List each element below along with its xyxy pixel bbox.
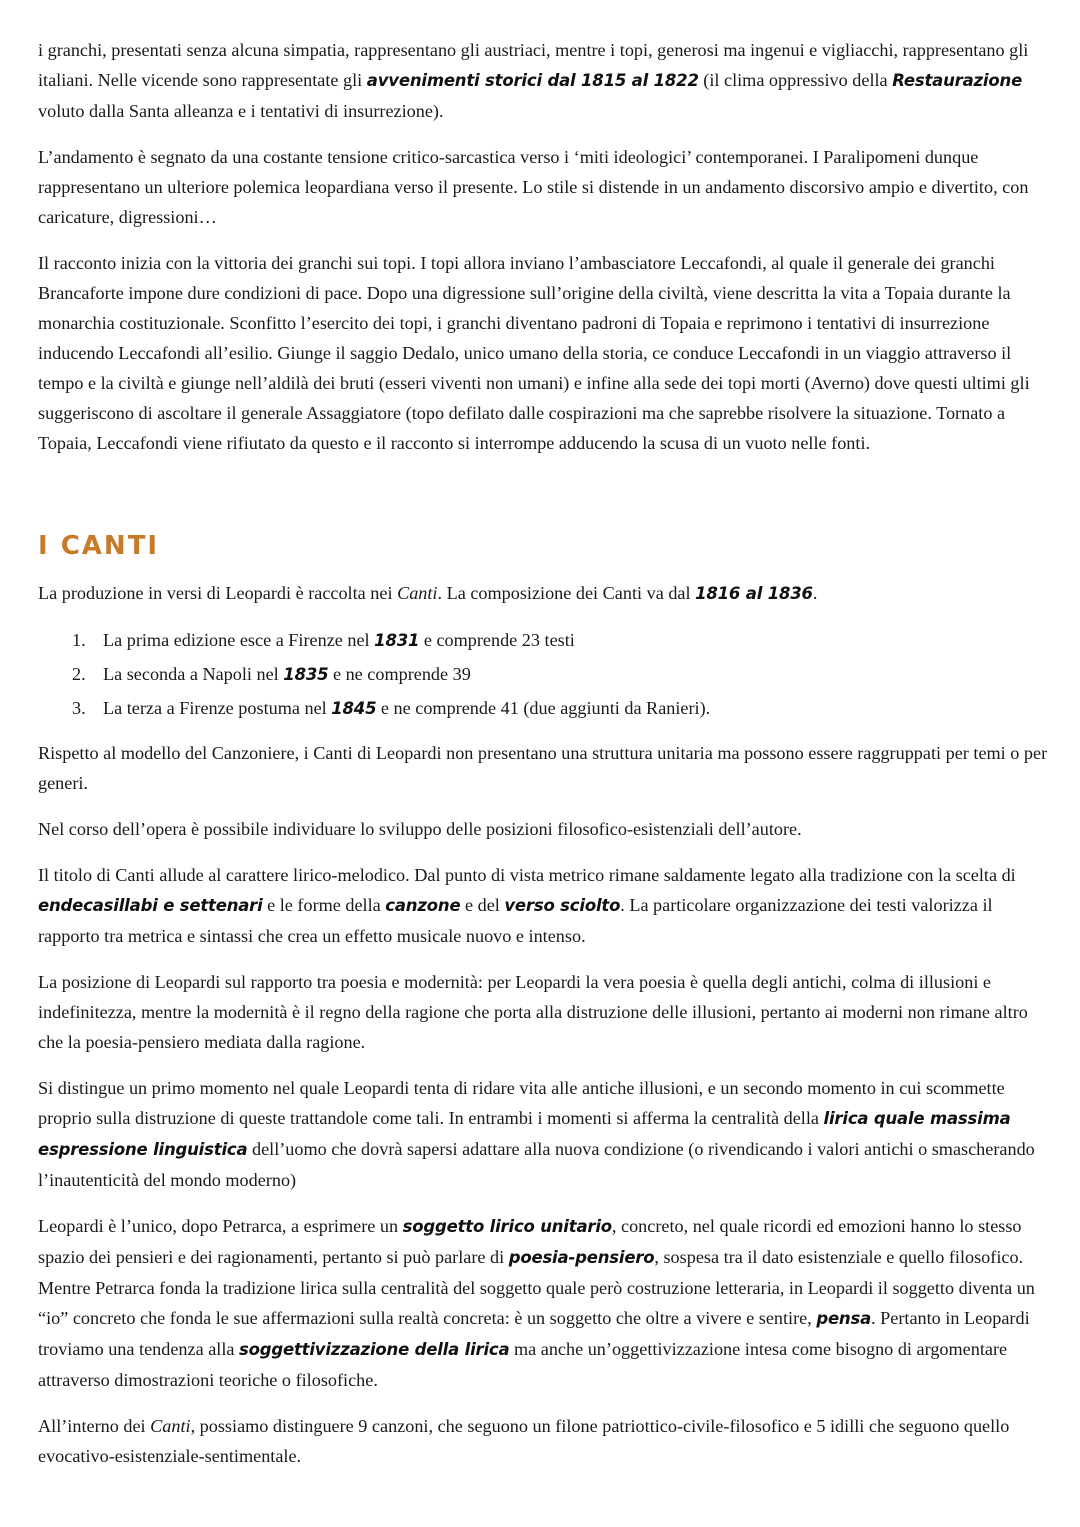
paragraph-text: All’interno dei — [38, 1416, 151, 1436]
paragraph-text: La produzione in versi di Leopardi è raccolta nei — [38, 583, 398, 603]
highlight-pensa: pensa — [816, 1309, 872, 1328]
italic-title-canti: Canti — [397, 583, 438, 603]
paragraph-text: , concreto, nel quale ricordi ed emozioni hanno lo stesso spazio dei pensieri e dei ragionamenti, pertanto si può parlare di — [38, 1216, 1022, 1267]
paragraph-canti-intro — [38, 578, 1052, 609]
paragraph-text: e del — [460, 895, 505, 915]
paragraph-development: Nel corso dell’opera è possibile individuare lo sviluppo delle posizioni filosofico-esistenziali dell’autore. — [38, 819, 802, 839]
paragraph-text: ma anche un’oggettivizzazione intesa come bisogno di argomentare attraverso dimostrazioni teoriche o filosofiche. — [38, 1339, 1008, 1390]
list-number: 3. — [72, 698, 86, 718]
highlight-restaurazione: Restaurazione — [892, 71, 1023, 90]
list-item — [38, 659, 1052, 690]
paragraph-text: e ne comprende 41 (due aggiunti da Ranieri). — [376, 698, 711, 718]
highlight-soggettivizzazione: soggettivizzazione della lirica — [239, 1340, 510, 1359]
paragraph-text: e ne comprende 39 — [328, 664, 471, 684]
highlight-meters: endecasillabi e settenari — [38, 896, 263, 915]
section-heading-canti: I CANTI — [38, 531, 160, 561]
highlight-year: 1835 — [283, 665, 329, 684]
paragraph-text: Leopardi è l’unico, dopo Petrarca, a esprimere un — [38, 1216, 403, 1236]
italic-title-canti: Canti — [150, 1416, 191, 1436]
paragraph-text: i granchi, presentati senza alcuna simpatia, rappresentano gli austriaci, mentre i topi, generosi ma ingenui e vigliacchi, rappresentano gli italiani. Nelle vicende sono rappresentate gli — [38, 40, 1029, 90]
paragraph-allegory — [38, 35, 1052, 126]
list-item — [38, 693, 1052, 724]
list-item-text — [103, 659, 1052, 690]
paragraph-text: Si distingue un primo momento nel quale Leopardi tenta di ridare vita alle antiche illusioni, e un secondo momento in cui scommette proprio sulla distruzione di queste trattandole come tali. In entrambi i momenti si afferma la centralità della — [38, 1078, 1005, 1128]
highlight-composition-dates: 1816 al 1836 — [695, 584, 813, 603]
editions-list — [38, 625, 1052, 724]
paragraph-text: voluto dalla Santa alleanza e i tentativi di insurrezione). — [38, 101, 444, 121]
paragraph-conclusion — [38, 1411, 1052, 1471]
highlight-lirica: lirica quale massima espressione linguistica — [38, 1109, 1011, 1159]
paragraph-structure: Rispetto al modello del Canzoniere, i Canti di Leopardi non presentano una struttura unitaria ma possono essere raggruppati per temi o per generi. — [38, 743, 1048, 793]
list-item-text — [103, 693, 1052, 724]
paragraph-plot: Il racconto inizia con la vittoria dei granchi sui topi. I topi allora inviano l’ambasciatore Leccafondi, al quale il generale dei granchi Brancaforte impone dure condizioni di pace. Dopo una digressione sull’origine della civiltà, viene descritta la vita a Topaia durante la monarchia costituzionale. Sconfitto l’esercito dei topi, i granchi diventano padroni di Topaia e reprimono i tentativi di insurrezione inducendo Leccafondi all’esilio. Giunge il saggio Dedalo, unico umano della storia, ce conduce Leccafondi in un viaggio attraverso il tempo e la civiltà e giunge nell’aldilà dei bruti (esseri viventi non umani) e infine alla sede dei topi morti (Averno) dove questi ultimi gli suggeriscono di ascoltare il generale Assaggiatore (topo defilato dalle cospirazioni ma che saprebbe risolvere la situazione. Tornato a Topaia, Leccafondi viene rifiutato da questo e il racconto si interrompe adducendo la scusa di un vuoto nelle fonti. — [38, 253, 1030, 453]
paragraph-text: dell’uomo che dovrà sapersi adattare alla nuova condizione (o rivendicando i valori antichi o smascherando l’inautenticità del mondo moderno) — [38, 1139, 1035, 1190]
highlight-soggetto-lirico: soggetto lirico unitario — [402, 1217, 612, 1236]
paragraph-text: , possiamo distinguere 9 canzoni, che seguono un filone patriottico-civile-filosofico e 5 idilli che seguono quello evocativo-esistenziale-sentimentale. — [38, 1416, 1010, 1466]
highlight-poesia-pensiero: poesia-pensiero — [508, 1248, 655, 1267]
paragraph-text: (il clima oppressivo della — [698, 70, 893, 90]
paragraph-moments — [38, 1073, 1052, 1195]
paragraph-text: Il titolo di Canti allude al carattere lirico-melodico. Dal punto di vista metrico rimane saldamente legato alla tradizione con la scelta di — [38, 865, 1016, 885]
list-item-text — [103, 625, 1052, 656]
highlight-verso-sciolto: verso sciolto — [504, 896, 621, 915]
paragraph-text: La prima edizione esce a Firenze nel — [103, 630, 375, 650]
paragraph-text: , sospesa tra il dato esistenziale e quello filosofico. Mentre Petrarca fonda la tradizione lirica sulla centralità del soggetto quale però costruzione letteraria, in Leopardi il soggetto diventa un “io” concreto che fonda le sue affermazioni sulla realtà concreta: è un soggetto che oltre a vivere e sentire, — [38, 1247, 1035, 1328]
paragraph-text: e le forme della — [262, 895, 386, 915]
highlight-year: 1845 — [331, 699, 377, 718]
paragraph-text: . La composizione dei Canti va dal — [437, 583, 696, 603]
highlight-canzone: canzone — [385, 896, 461, 915]
paragraph-lyric-subject — [38, 1211, 1052, 1395]
list-number: 1. — [72, 630, 86, 650]
list-item — [38, 625, 1052, 656]
paragraph-style: L’andamento è segnato da una costante tensione critico-sarcastica verso i ‘miti ideologici’ contemporanei. I Paralipomeni dunque rappresentano un ulteriore polemica leopardiana verso il presente. Lo stile si distende in un andamento discorsivo ampio e divertito, con caricature, digressioni… — [38, 147, 1029, 227]
paragraph-text: . La particolare organizzazione dei testi valorizza il rapporto tra metrica e sintassi che crea un effetto musicale nuovo e intenso. — [38, 895, 993, 946]
paragraph-text: . — [812, 583, 818, 603]
highlight-historical-events: avvenimenti storici dal 1815 al 1822 — [366, 71, 699, 90]
list-number: 2. — [72, 664, 86, 684]
paragraph-text: e comprende 23 testi — [419, 630, 575, 650]
paragraph-text: La terza a Firenze postuma nel — [103, 698, 332, 718]
paragraph-modernity: La posizione di Leopardi sul rapporto tra poesia e modernità: per Leopardi la vera poesia è quella degli antichi, colma di illusioni e indefinitezza, mentre la modernità è il regno della ragione che porta alla distruzione delle illusioni, pertanto ai moderni non rimane altro che la poesia-pensiero mediata dalla ragione. — [38, 972, 1028, 1052]
paragraph-text: La seconda a Napoli nel — [103, 664, 284, 684]
paragraph-metrics — [38, 860, 1052, 951]
highlight-year: 1831 — [374, 631, 420, 650]
paragraph-text: . Pertanto in Leopardi troviamo una tendenza alla — [38, 1308, 1030, 1359]
